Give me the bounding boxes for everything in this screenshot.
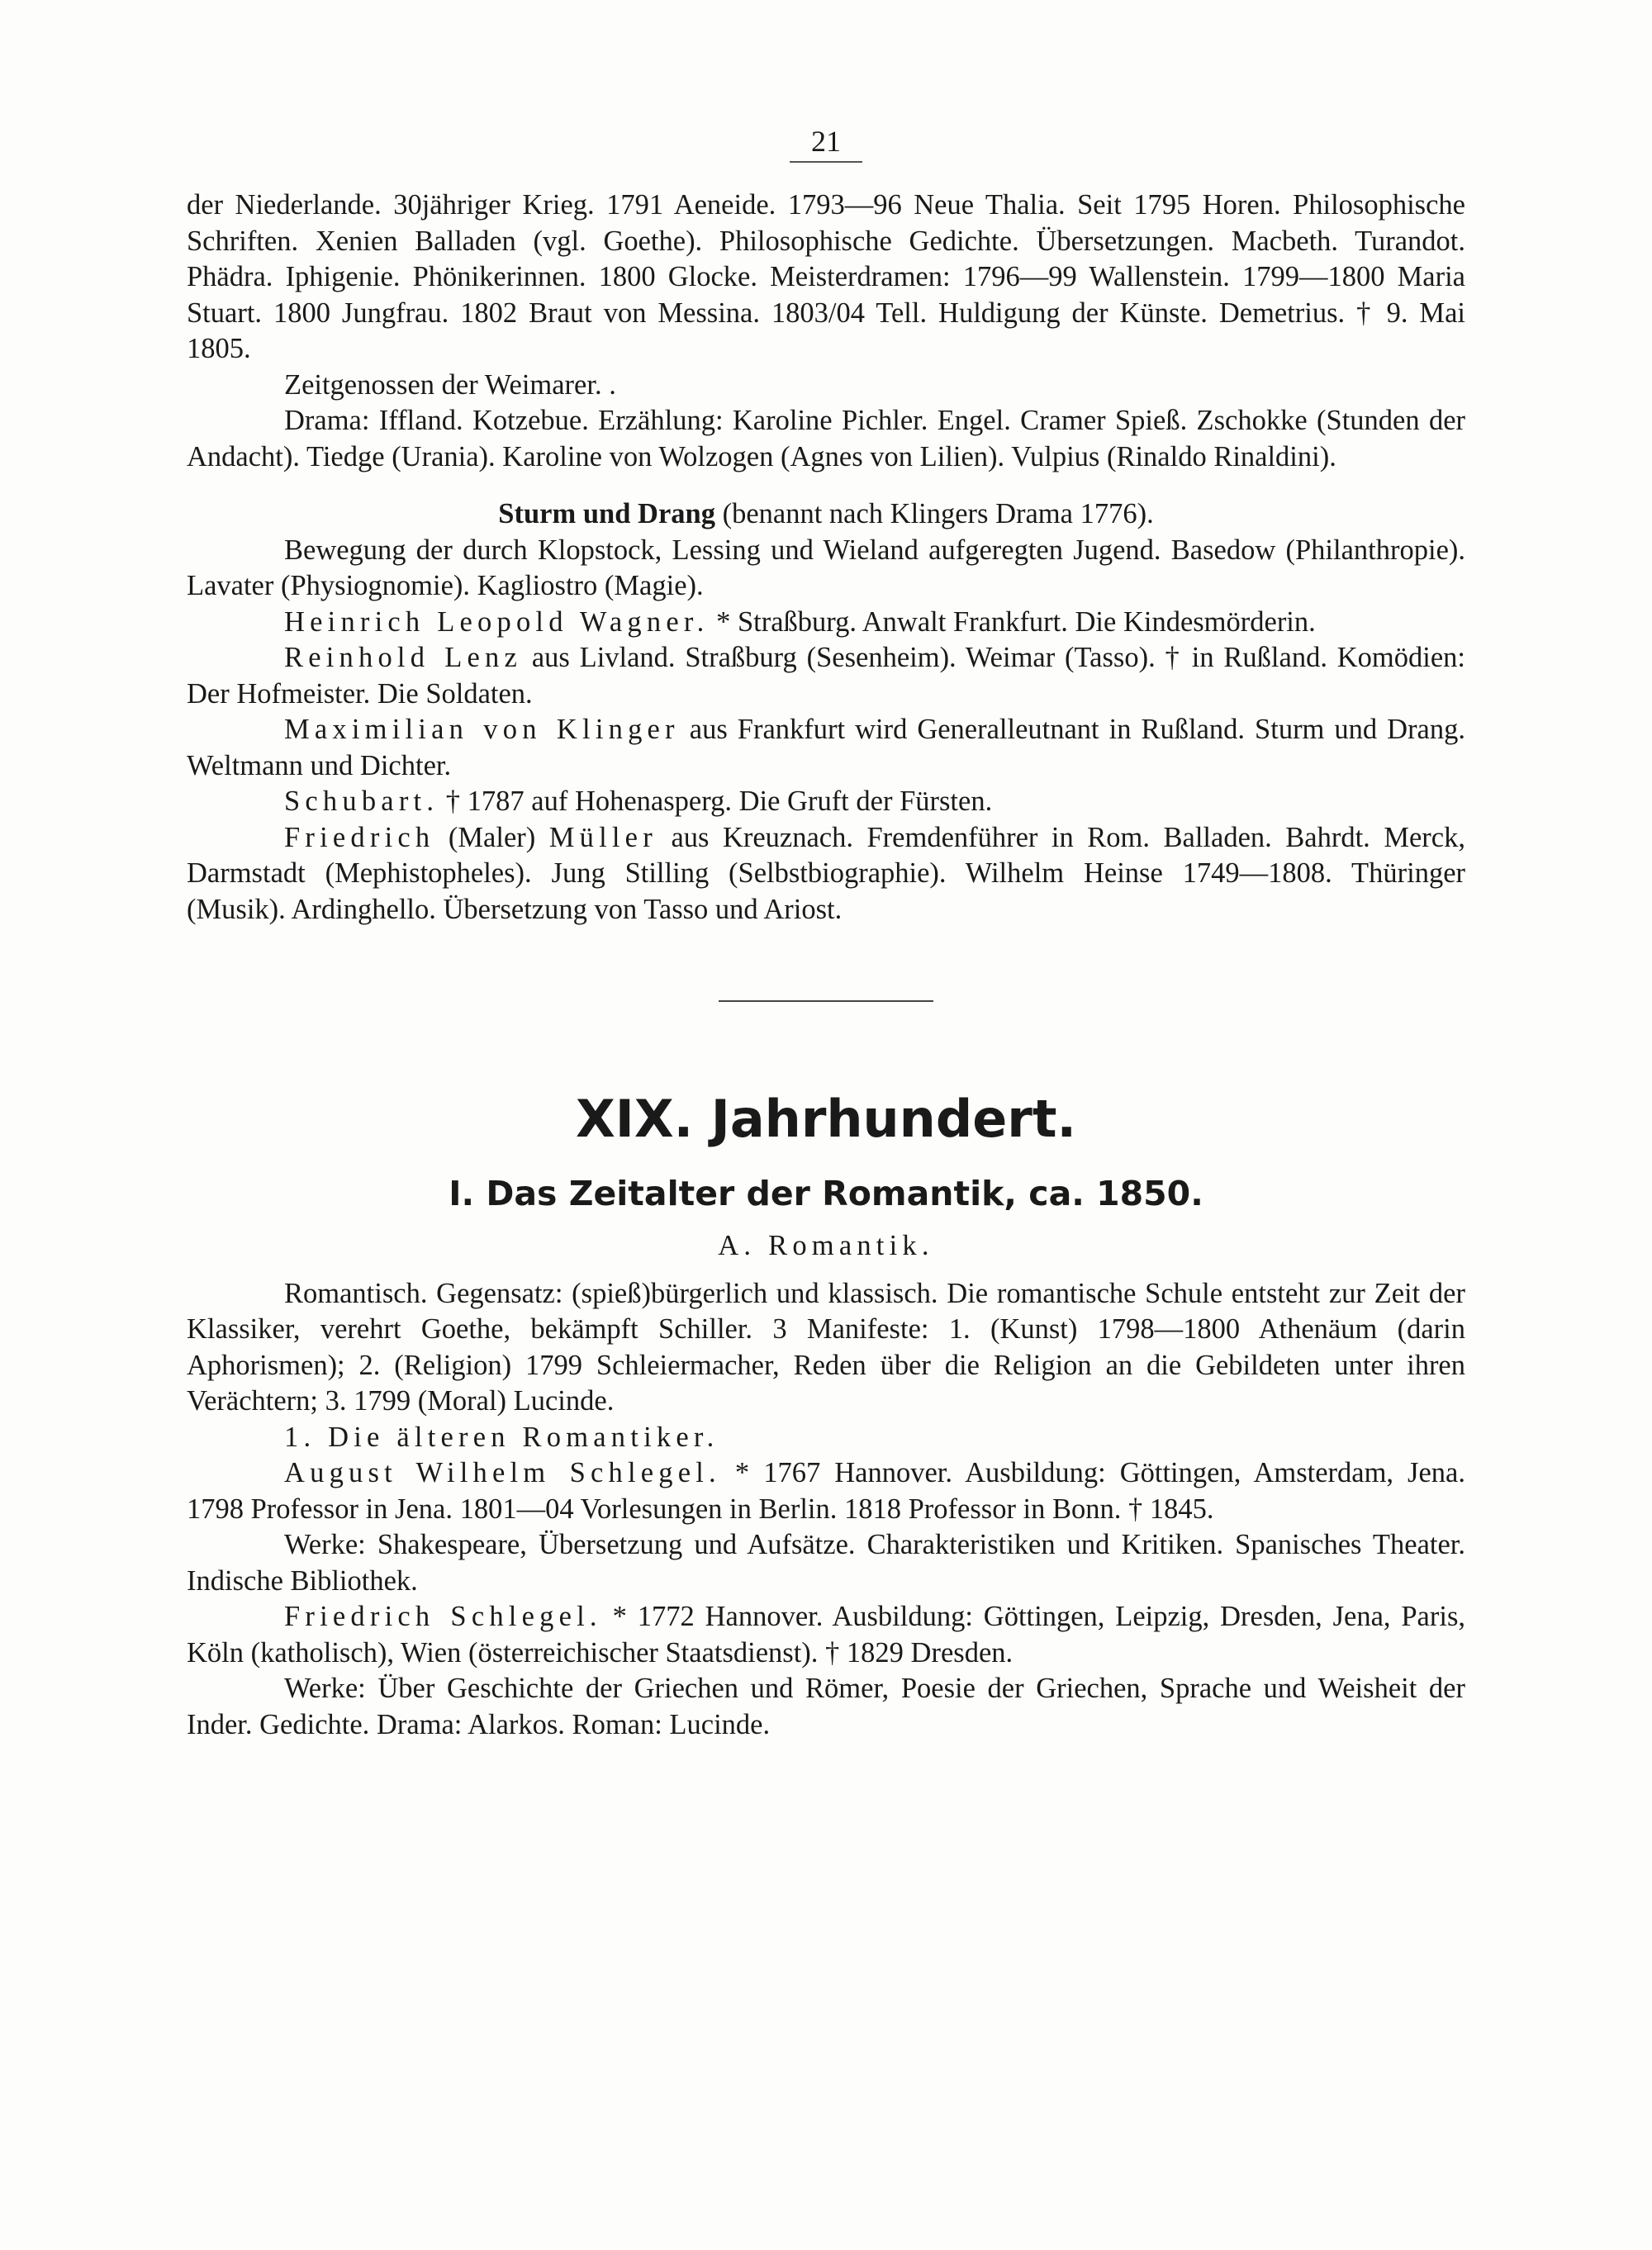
f-schlegel-works: Werke: Über Geschichte der Griechen und Römer, Poesie der Griechen, Sprache und Weisheit der Inder. Gedichte. Drama: Alarkos. Roman: Lucinde.	[187, 1673, 1465, 1740]
subsection-heading: 1. Die älteren Romantiker.	[284, 1421, 719, 1453]
author-name: Müller	[548, 821, 657, 853]
century-title: XIX. Jahrhundert.	[575, 1089, 1077, 1149]
section-title: A. Romantik.	[718, 1230, 934, 1261]
schiller-works-paragraph: der Niederlande. 30jähriger Krieg. 1791 Aeneide. 1793—96 Neue Thalia. Seit 1795 Horen. Philosophische Schriften. Xenien Balladen (vgl. Goethe). Philosophische Gedichte. Übersetzungen. Macbeth. Turandot. Phädra. Iphigenie. Phönikerinnen. 1800 Glocke. Meisterdramen: 1796—99 Wallenstein. 1799—1800 Maria Stuart. 1800 Jungfrau. 1802 Braut von Messina. 1803/04 Tell. Huldigung der Künste. Demetrius. † 9. Mai 1805.	[187, 189, 1465, 364]
schubart-entry: Schubart. † 1787 auf Hohenasperg. Die Gruft der Fürsten.	[284, 786, 993, 817]
section-divider	[719, 1000, 933, 1002]
sturm-movement-paragraph: Bewegung der durch Klopstock, Lessing und Wieland aufgeregten Jugend. Basedow (Philanthropie). Lavater (Physiognomie). Kagliostro (Magie).	[187, 534, 1465, 601]
contemporaries-paragraph: Drama: Iffland. Kotzebue. Erzählung: Karoline Pichler. Engel. Cramer Spieß. Zschokke (Stunden der Andacht). Tiedge (Urania). Karoline von Wolzogen (Agnes von Lilien). Vulpius (Rinaldo Rinaldini).	[187, 405, 1465, 472]
epoch-title: I. Das Zeitalter der Romantik, ca. 1850.	[449, 1174, 1203, 1213]
wagner-entry: Heinrich Leopold Wagner. * Straßburg. Anwalt Frankfurt. Die Kindesmörderin.	[284, 605, 1316, 638]
sturm-und-drang-title: Sturm und Drang	[498, 498, 715, 529]
contemporaries-heading: Zeitgenossen der Weimarer. .	[284, 368, 616, 401]
romantik-intro-paragraph: Romantisch. Gegensatz: (spieß)bürgerlich und klassisch. Die romantische Schule entsteht zur Zeit der Klassiker, verehrt Goethe, bekämpft Schiller. 3 Manifeste: 1. (Kunst) 1798—1800 Athenäum (darin Aphorismen); 2. (Religion) 1799 Schleiermacher, Reden über die Religion an die Gebildeten unter ihren Verächtern; 3. 1799 (Moral) Lucinde.	[187, 1277, 1465, 1417]
sturm-und-drang-heading: Sturm und Drang (benannt nach Klingers Drama 1776).	[498, 498, 1154, 529]
author-name: Friedrich	[284, 821, 435, 853]
author-name: Schubart.	[284, 786, 439, 817]
aw-schlegel-entry: August Wilhelm Schlegel. * 1767 Hannover. Ausbildung: Göttingen, Amsterdam, Jena. 1798 Professor in Jena. 1801—04 Vorlesungen in Berlin. 1818 Professor in Bonn. † 1845.	[187, 1457, 1465, 1525]
mueller-entry: Friedrich (Maler) Müller aus Kreuznach. Fremdenführer in Rom. Balladen. Bahrdt. Merck, Darmstadt (Mephistopheles). Jung Stilling (Selbstbiographie). Wilhelm Heinse 1749—1808. Thüringer (Musik). Ardinghello. Übersetzung von Tasso und Ariost.	[187, 821, 1465, 925]
author-name: Reinhold Lenz	[284, 642, 522, 673]
author-name: August Wilhelm Schlegel.	[284, 1457, 721, 1488]
f-schlegel-entry: Friedrich Schlegel. * 1772 Hannover. Ausbildung: Göttingen, Leipzig, Dresden, Jena, Paris, Köln (katholisch), Wien (österreichischer Staatsdienst). † 1829 Dresden.	[187, 1601, 1465, 1669]
author-name: Friedrich Schlegel.	[284, 1601, 602, 1632]
page	[187, 124, 1465, 1743]
klinger-entry: Maximilian von Klinger aus Frankfurt wird Generalleutnant in Rußland. Sturm und Drang. Weltmann und Dichter.	[187, 714, 1465, 781]
author-name: Heinrich Leopold Wagner.	[284, 605, 710, 638]
page-number: 21	[187, 124, 1465, 163]
lenz-entry: Reinhold Lenz aus Livland. Straßburg (Sesenheim). Weimar (Tasso). † in Rußland. Komödien: Der Hofmeister. Die Soldaten.	[187, 642, 1465, 710]
aw-schlegel-works: Werke: Shakespeare, Übersetzung und Aufsätze. Charakteristiken und Kritiken. Spanisches Theater. Indische Bibliothek.	[187, 1529, 1465, 1597]
author-name: Maximilian von Klinger	[284, 714, 680, 745]
